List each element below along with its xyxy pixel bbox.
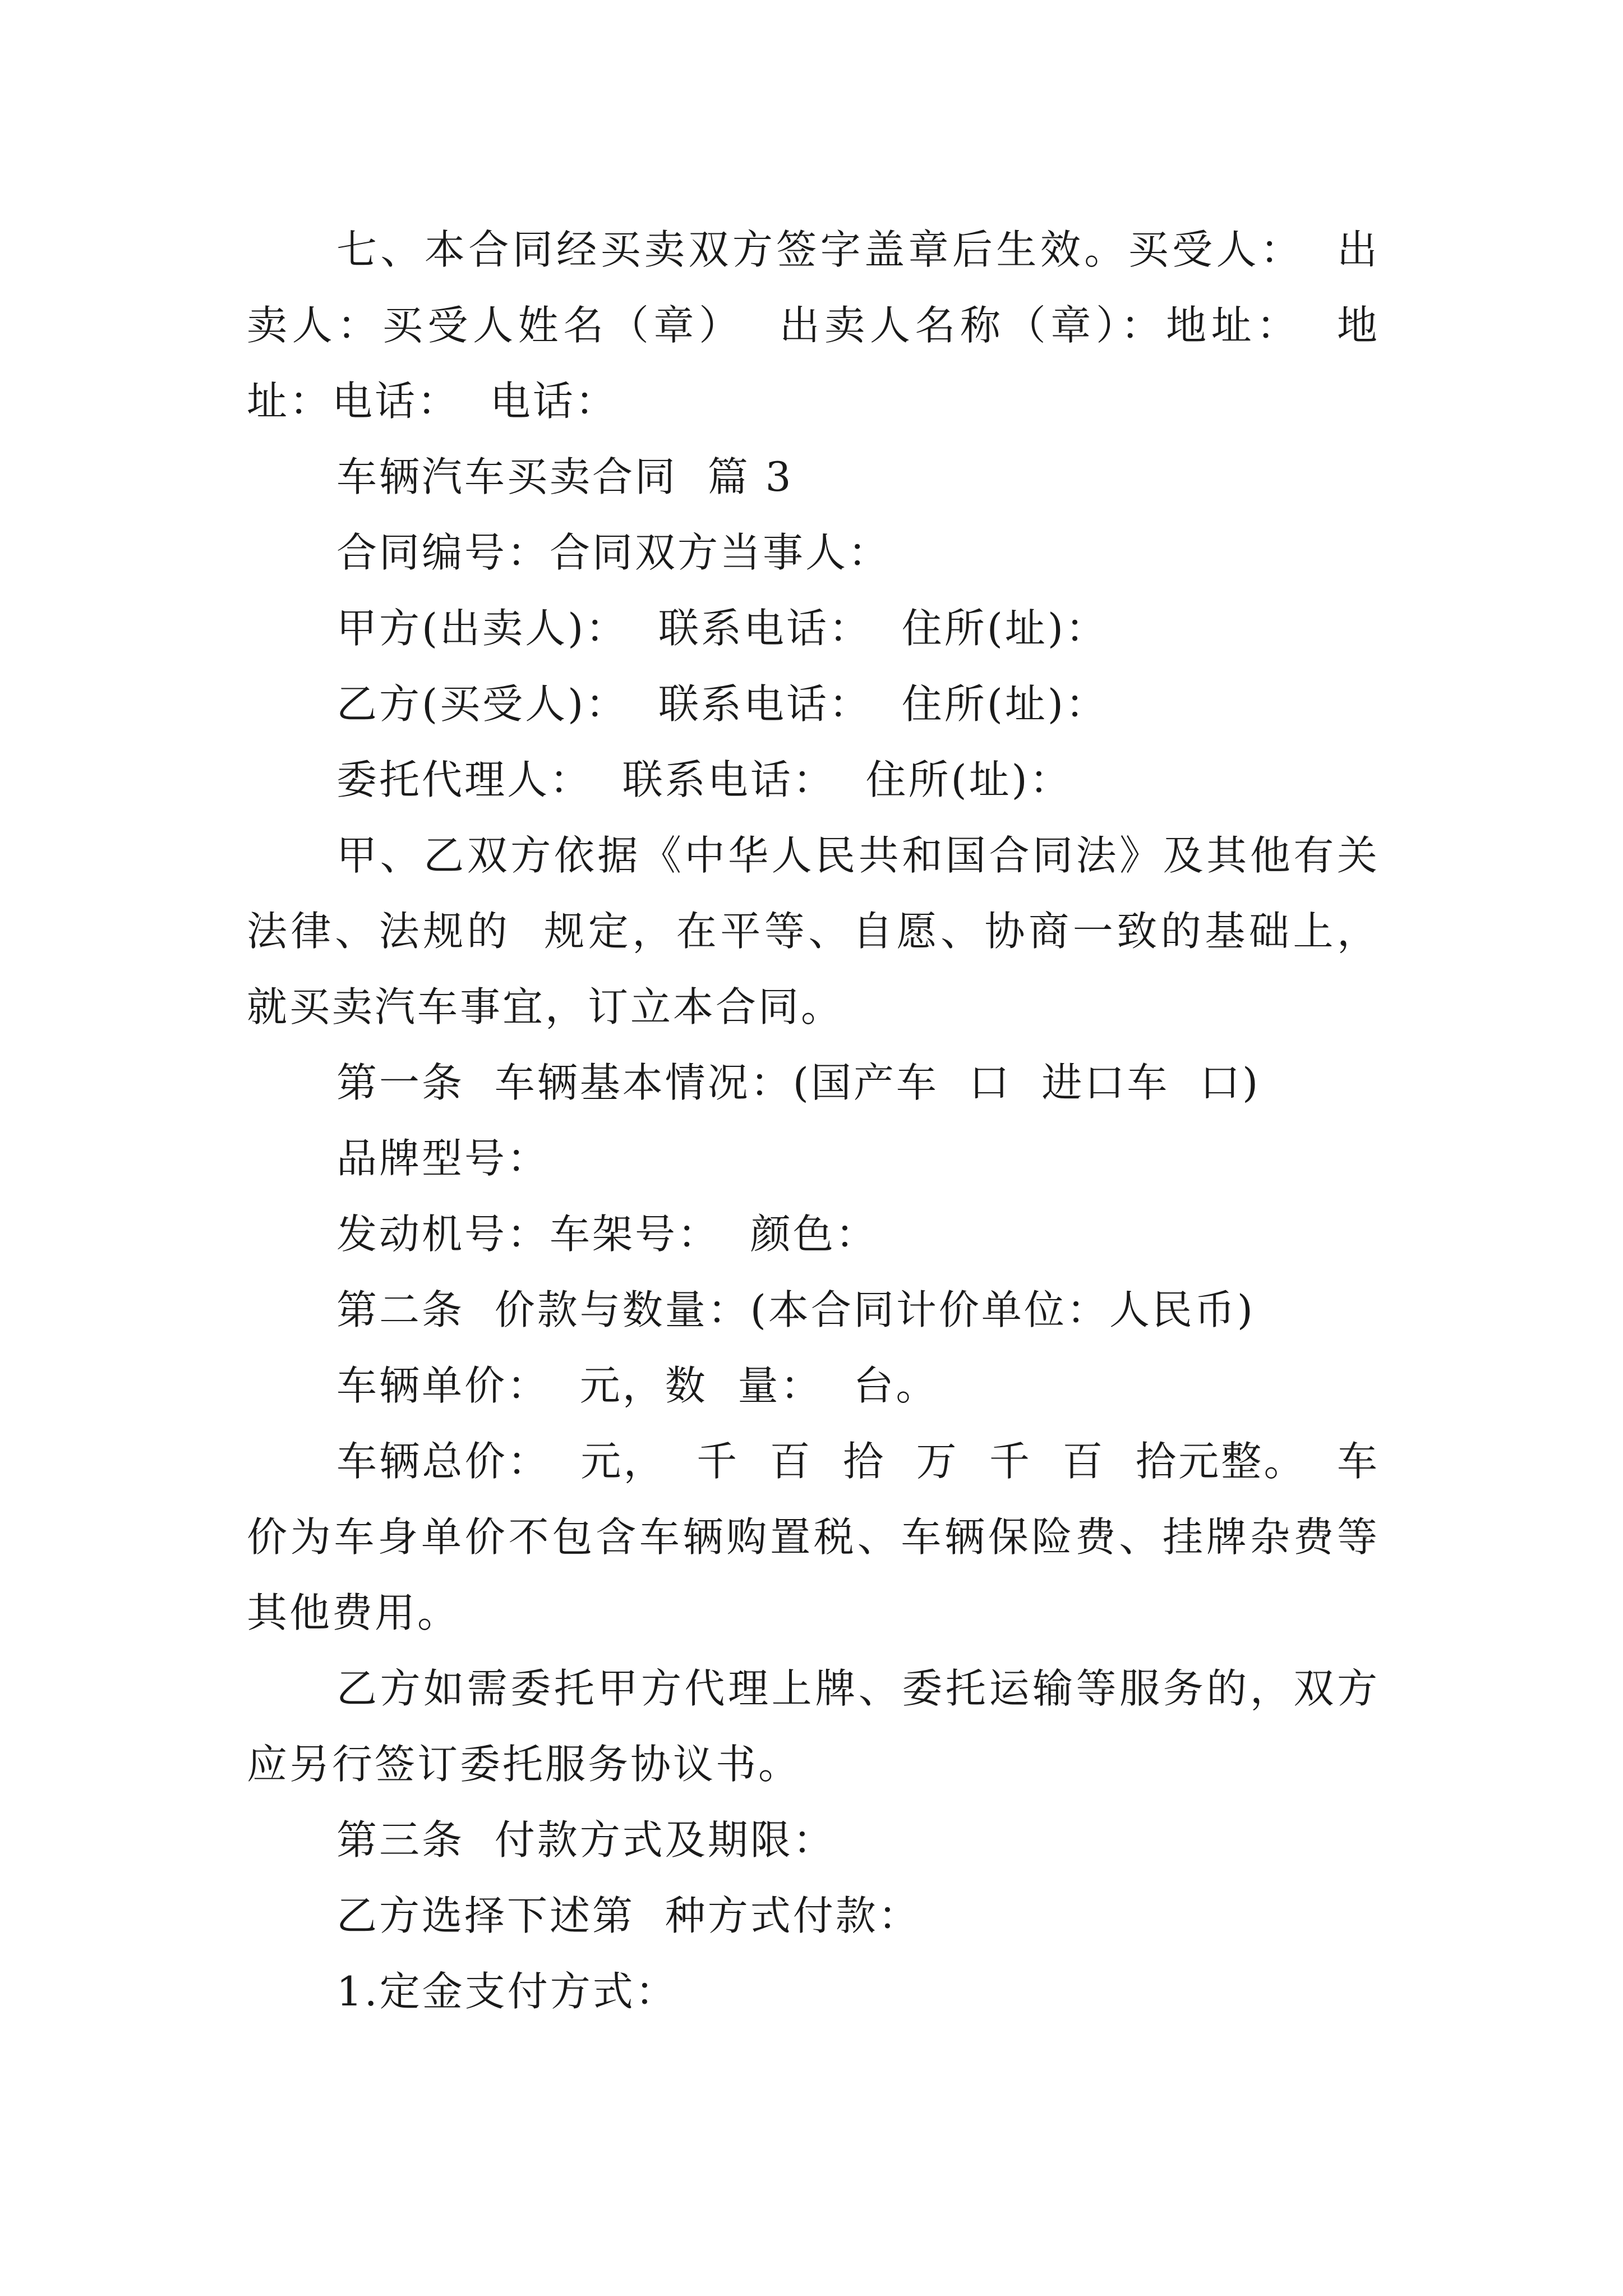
clause-seven-signatures: 七、本合同经买卖双方签字盖章后生效。买受人： 出卖人：买受人姓名（章） 出卖人名称（章）：地址： 地址：电话： 电话： [247,226,1380,425]
party-a-line: 甲方(出卖人)： 联系电话： 住所(址)： [336,605,1108,652]
deposit-payment-line: 1.定金支付方式： [336,1968,678,2015]
document-body [247,212,1380,2030]
article-three-heading: 第三条 付款方式及期限： [336,1816,836,1864]
article-one-heading: 第一条 车辆基本情况：(国产车 口 进口车 口) [336,1059,1261,1106]
entrusted-services-paragraph: 乙方如需委托甲方代理上牌、委托运输等服务的，双方应另行签订委托服务协议书。 [247,1665,1380,1788]
agent-line: 委托代理人： 联系电话： 住所(址)： [336,756,1072,803]
contract-number-line: 合同编号：合同双方当事人： [336,529,891,576]
brand-model-line: 品牌型号： [336,1135,550,1182]
total-price-paragraph: 车辆总价： 元， 千 百 拾 万 千 百 拾元整。 车价为车身单价不包含车辆购置税、车辆保险费、挂牌杂费等其他费用。 [247,1438,1380,1636]
payment-choice-line: 乙方选择下述第 种方式付款： [336,1892,921,1939]
party-b-line: 乙方(买受人)： 联系电话： 住所(址)： [336,680,1108,728]
article-two-heading: 第二条 价款与数量：(本合同计价单位：人民币) [336,1286,1255,1333]
engine-frame-color-line: 发动机号：车架号： 颜色： [336,1211,878,1258]
unit-price-line: 车辆单价： 元，数 量： 台。 [336,1362,939,1409]
preamble-paragraph: 甲、乙双方依据《中华人民共和国合同法》及其他有关法律、法规的 规定，在平等、自愿、协商一致的基础上，就买卖汽车事宜，订立本合同。 [247,832,1380,1030]
contract-title: 车辆汽车买卖合同 篇 3 [336,453,794,500]
